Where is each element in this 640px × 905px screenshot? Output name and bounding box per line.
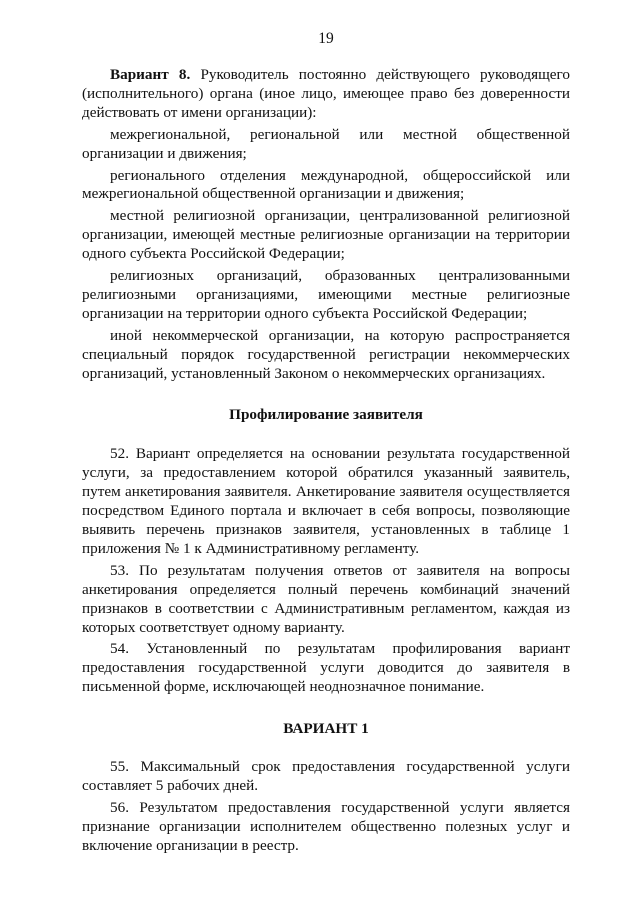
paragraph-55: 55. Максимальный срок предоставления государственной услуги составляет 5 рабочих дней. <box>82 758 570 794</box>
page-content <box>82 66 570 856</box>
paragraph-52: 52. Вариант определяется на основании результата государственной услуги, за предоставлением которой обратился указанный заявитель, путем анкетирования заявителя. Анкетирование заявителя осуществляется посредством Единого портала и включает в себя вопросы, позволяющие выявить перечень признаков заявителя, установленных в таблице 1 приложения № 1 к Административному регламенту. <box>82 445 570 557</box>
page-number: 19 <box>318 30 334 47</box>
variant-8-item: религиозных организаций, образованных централизованными религиозными организациями, имеющими местные религиозные организации на территории одного субъекта Российской Федерации; <box>82 267 570 322</box>
section-heading-variant-1: ВАРИАНТ 1 <box>283 720 369 738</box>
paragraph-56: 56. Результатом предоставления государственной услуги является признание организации исполнителем общественно полезных услуг и включение организации в реестр. <box>82 798 570 854</box>
paragraph-54: 54. Установленный по результатам профилирования вариант предоставления государственной услуги доводится до заявителя в письменной форме, исключающей неоднозначное понимание. <box>82 640 570 696</box>
paragraph-53: 53. По результатам получения ответов от заявителя на вопросы анкетирования определяется полный перечень комбинаций значений признаков в соответствии с Административным регламентом, каждая из которых соответствует одному варианту. <box>82 561 570 636</box>
section-heading-profiling: Профилирование заявителя <box>229 405 423 423</box>
variant-8-intro <box>82 66 570 123</box>
variant-8-item: иной некоммерческой организации, на которую распространяется специальный порядок государственной регистрации некоммерческих организаций, установленный Законом о некоммерческих организациях. <box>82 326 570 382</box>
variant-8-lead: Вариант 8. <box>110 66 191 83</box>
variant-8-item: местной религиозной организации, централизованной религиозной организации, имеющей местные религиозные организации на территории одного субъекта Российской Федерации; <box>82 207 570 263</box>
variant-8-item: регионального отделения международной, общероссийской или межрегиональной общественной организации и движения; <box>82 166 570 203</box>
variant-8-intro-text: Руководитель постоянно действующего руководящего (исполнительного) органа (иное лицо, имеющее право без доверенности действовать от имени организации): <box>82 66 570 121</box>
variant-8-item: межрегиональной, региональной или местной общественной организации и движения; <box>82 125 570 162</box>
